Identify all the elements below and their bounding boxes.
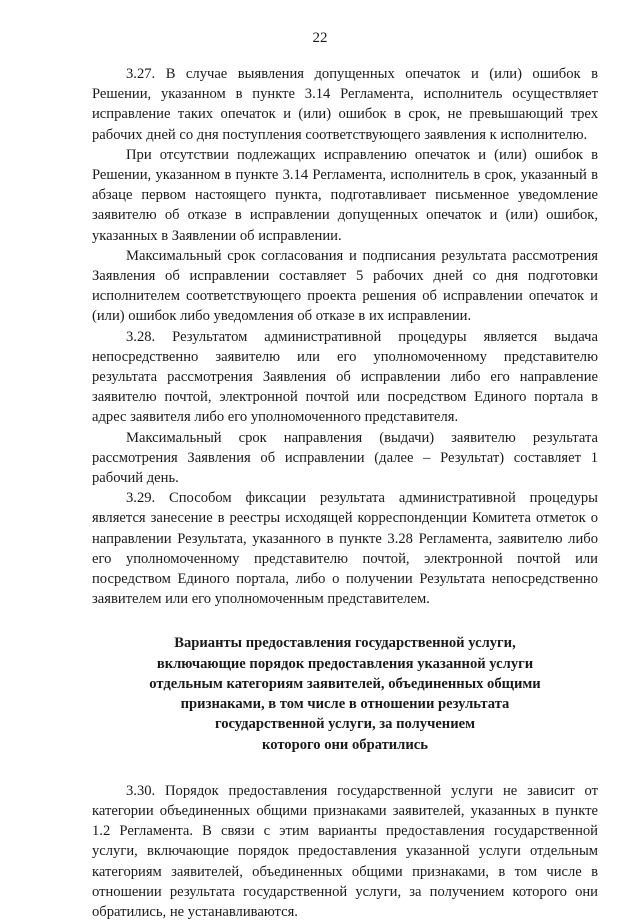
paragraph-3-29: 3.29. Способом фиксации результата административной процедуры является занесение в реестры исходящей корреспонденции Комитета отметок о направлении Результата, указанного в пункте 3.28 Регламента, заявителю либо его уполномоченному представителю почтой, электронной почтой или посредством Единого портала, либо о получении Результата непосредственно заявителем или его уполномоченным представителем. (92, 490, 598, 608)
paragraph-max-term-delivery: Максимальный срок направления (выдачи) заявителю результата рассмотрения Заявления об исправлении (далее – Результат) составляет 1 рабочий день. (92, 429, 598, 487)
paragraph-3-28: 3.28. Результатом административной процедуры является выдача непосредственно заявителю или его уполномоченному представителю результата рассмотрения Заявления об исправлении либо его направление заявителю почтой, электронной почтой или посредством Единого портала в адрес заявителя либо его уполномоченного представителя. (92, 328, 598, 426)
document-body (92, 64, 598, 922)
heading-line: включающие порядок предоставления указанной услуги (156, 655, 534, 672)
heading-line: которого они обратились (262, 736, 428, 753)
page-number: 22 (312, 30, 328, 46)
paragraph-3-27: 3.27. В случае выявления допущенных опечаток и (или) ошибок в Решении, указанном в пункте 3.14 Регламента, исполнитель осуществляет исправление таких опечаток и (или) ошибок в срок, не превышающий трех рабочих дней со дня поступления соответствующего заявления к исполнителю. (92, 66, 598, 143)
heading-line: признаками, в том числе в отношении результата (180, 696, 510, 713)
paragraph-3-30: 3.30. Порядок предоставления государственной услуги не зависит от категории объединенных общими признаками заявителей, указанных в пункте 1.2 Регламента. В связи с этим варианты предоставления государственной услуги, включающие порядок предоставления указанной услуги отдельным категориям заявителей, объединенных общими признаками, в том числе в отношении результата государственной услуги, за получением которого они обратились, не устанавливаются. (92, 782, 598, 920)
heading-line: Варианты предоставления государственной услуги, (174, 635, 516, 652)
paragraph-no-errors: При отсутствии подлежащих исправлению опечаток и (или) ошибок в Решении, указанном в пункте 3.14 Регламента, исполнитель в срок, указанный в абзаце первом настоящего пункта, подготавливает письменное уведомление заявителю об отказе в исправлении допущенных опечаток и (или) ошибок, указанных в Заявлении об исправлении. (92, 146, 598, 244)
section-heading (92, 633, 598, 754)
heading-line: отдельным категориям заявителей, объединенных общими (149, 675, 541, 692)
heading-line: государственной услуги, за получением (214, 716, 476, 733)
paragraph-max-term-approval: Максимальный срок согласования и подписания результата рассмотрения Заявления об исправлении составляет 5 рабочих дней со дня подготовки исполнителем соответствующего проекта решения об исправлении опечаток и (или) ошибок либо уведомления об отказе в их исправлении. (92, 247, 598, 325)
